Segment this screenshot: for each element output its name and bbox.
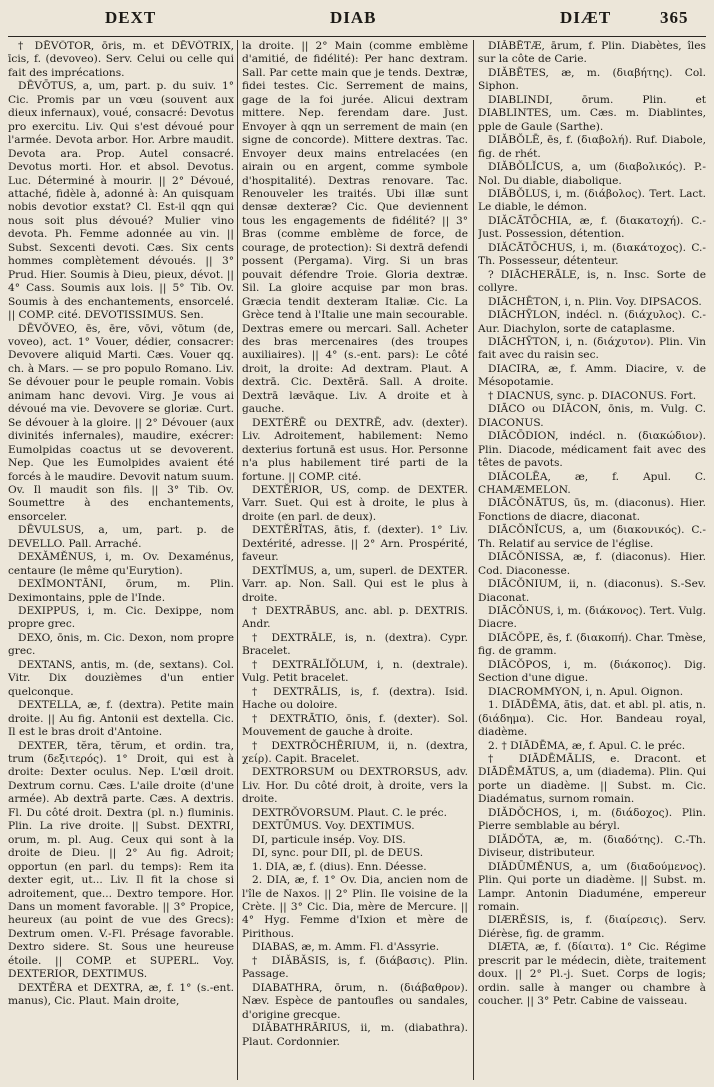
dictionary-entry: DEXIPPUS, i, m. Cic. Dexippe, nom propre grec. bbox=[8, 605, 234, 631]
dictionary-entry: DIĀCŌDION, indécl. n. (διακώδιον). Plin. Diacode, médicament fait avec des têtes de pavots. bbox=[478, 430, 706, 470]
dictionary-entry: 1. DIĀDĒMA, ătis, dat. et abl. pl. atis, n. (διάδημα). Cic. Hor. Bandeau royal, diadème. bbox=[478, 699, 706, 739]
dictionary-entry: DIĀCŎNĬCUS, a, um (διακονικός). C.-Th. Relatif au service de l'église. bbox=[478, 524, 706, 550]
dictionary-entry: DIĂBĒTES, æ, m. (διαβήτης). Col. Siphon. bbox=[478, 66, 706, 93]
dictionary-entry: DIĀCŎNUS, i, m. (διάκονος). Tert. Vulg. Diacre. bbox=[478, 605, 706, 631]
dictionary-entry: DIACIRA, æ, f. Amm. Diacire, v. de Mésopotamie. bbox=[478, 362, 706, 389]
dictionary-entry: DIĂCĀTŌCHUS, i, m. (διακάτοχος). C.-Th. Possesseur, détenteur. bbox=[478, 241, 706, 268]
dictionary-entry: DEXTELLA, æ, f. (dextra). Petite main droite. || Au fig. Antonii est dextella. Cic. Il est le bras droit d'Antoine. bbox=[8, 699, 234, 739]
dictionary-entry: DIÆTA, æ, f. (δίαιτα). 1° Cic. Régime prescrit par le médecin, diète, traitement doux. || 2° Pl.-j. Suet. Corps de logis; ordin. salle à manger ou chambre à coucher. || 3° Petr. Cabine de vaisseau. bbox=[478, 941, 706, 1008]
dictionary-entry: † DIĂBĂSIS, is, f. (διάβασις). Plin. Passage. bbox=[242, 954, 468, 981]
dictionary-entry: DIĀCŎPE, ēs, f. (διακοπή). Char. Tmèse, fig. de gramm. bbox=[478, 631, 706, 658]
dictionary-entry: DIĀCHȲTON, i, n. (διάχυτον). Plin. Vin fait avec du raisin sec. bbox=[478, 335, 706, 362]
dictionary-entry: DIĂCĀTŌCHIA, æ, f. (διακατοχή). C.-Just. Possession, détention. bbox=[478, 214, 706, 241]
dictionary-entry: † DEXTRĀTIO, ōnis, f. (dexter). Sol. Mouvement de gauche à droite. bbox=[242, 712, 468, 739]
dictionary-entry: DEXO, ōnis, m. Cic. Dexon, nom propre grec. bbox=[8, 631, 234, 658]
dictionary-entry: DIĂDŎTA, æ, m. (διαδότης). C.-Th. Diviseur, distributeur. bbox=[478, 833, 706, 860]
dictionary-entry: DIĀCŎNĀTUS, ūs, m. (diaconus). Hier. Fonctions de diacre, diaconat. bbox=[478, 497, 706, 523]
dictionary-entry: DIÆRĔSIS, is, f. (διαίρεσις). Serv. Diérèse, fig. de gramm. bbox=[478, 914, 706, 940]
dictionary-entry: la droite. || 2° Main (comme emblème d'amitié, de fidélité): Per hanc dextram. Sall. Par cette main que je tends. Dextræ, fidei testes. Cic. Serrement de mains, gage de la foi jurée. Alicui dextram mittere. Nep. ferendam dare. Just. Envoyer à qqn un serrement de main (en signe de concorde). Mittere dextras. Tac. Envoyer deux mains entrelacées (en airain ou en argent, comme symbole d'hospitalité). Dextras renovare. Tac. Renouveler les traités. Ubi illæ sunt densæ dexteræ? Cic. Que deviennent tous les engagements de fidélité? || 3° Bras (comme emblème de force, de courage, de protection): Si dextrā defendi possent (Pergama). Virg. Si un bras pouvait défendre Troie. Gloria dextræ. Sil. La gloire acquise par mon bras. Græcia tendit dexteram Italiæ. Cic. La Grèce tend à l'Italie une main secourable. Dextras emere ou mercari. Sall. Acheter des bras mercenaires (des troupes auxiliaires). || 4° (s.-ent. pars): Le côté droit, la droite: Ad dextram. Plaut. A dextrā. Cic. Dextērā. Sall. A droite. Dextrā lævāque. Liv. A droite et à gauche. bbox=[242, 40, 468, 416]
column-divider bbox=[237, 40, 238, 1080]
dictionary-entry: † DIACNUS, sync. p. DIACONUS. Fort. bbox=[488, 389, 697, 402]
dictionary-entry: DEXTANS, antis, m. (de, sextans). Col. Vitr. Dix douzièmes d'un entier quelconque. bbox=[8, 658, 234, 698]
center-guide-word: DIAB bbox=[330, 8, 377, 27]
dictionary-entry: DEXTĔRIOR, US, comp. de DEXTER. Varr. Suet. Qui est à droite, le plus à droite (en parl. de deux). bbox=[242, 483, 468, 523]
dictionary-entry: DIĂBATHRĀRIUS, ii, m. (diabathra). Plaut. Cordonnier. bbox=[242, 1022, 468, 1048]
running-header bbox=[0, 8, 714, 34]
dictionary-entry: DEXTER, tĕra, tĕrum, et ordin. tra, trum (δεξιτερός). 1° Droit, qui est à droite: Dexter oculus. Nep. L'œil droit. Dextrum cornu. Cæs. L'aile droite (d'une armée). Ab dextrā parte. Cæs. A dextris. Fl. Du côté droit. Dextra (pl. n.) fluminis. Plin. La rive droite. || Subst. DEXTRI, orum, m. pl. Aug. Ceux qui sont à la droite de Dieu. || 2° Au fig. Adroit; opportun (en parl. du temps): Rem ita dexter egit, ut... Liv. Il fit la chose si adroitement, que... Dextro tempore. Hor. Dans un moment favorable. || 3° Propice, heureux (au point de vue des Grecs): Dextrum omen. V.-Fl. Présage favorable. Dextro sidere. St. Sous une heureuse étoile. || COMP. et SUPERL. Voy. DEXTERIOR, DEXTIMUS. bbox=[8, 739, 234, 981]
left-guide-word: DEXT bbox=[105, 8, 157, 27]
dictionary-entry: DIĀCHȲLON, indécl. n. (διάχυλος). C.-Aur. Diachylon, sorte de cataplasme. bbox=[478, 309, 706, 335]
dictionary-entry: DIĀCHĒTON, i, n. Plin. Voy. DIPSACOS. bbox=[488, 295, 702, 308]
right-guide-word: DIÆT bbox=[560, 8, 612, 27]
dictionary-entry: DĒVŎVEO, ēs, ēre, vōvi, vōtum (de, voveo), act. 1° Vouer, dédier, consacrer: Devovere aliquid Marti. Cæs. Vouer qq. ch. à Mars. — se pro populo Romano. Liv. Se dévouer pour le peuple romain. Vobis animam hanc devovi. Virg. Je vous ai dévoué ma vie. Devovere se gloriæ. Curt. Se dévouer à la gloire. || 2° Dévouer (aux divinités infernales), maudire, exécrer: Eumolpidas coactus ut se devoverent. Nep. Que les Eumolpides avaient été forcés à le maudire. Devovit natum suum. Ov. Il maudit son fils. || 3° Tib. Ov. Soumettre à des enchantements, ensorceler. bbox=[8, 322, 234, 523]
column-right bbox=[478, 40, 706, 1080]
dictionary-entry: DIĂDŪMĔNUS, a, um (διαδούμενος). Plin. Qui porte un diadème. || Subst. m. Lampr. Antonin Diaduméne, empereur romain. bbox=[478, 860, 706, 913]
dictionary-entry: DEXĬMONTĀNI, ōrum, m. Plin. Deximontains, pple de l'Inde. bbox=[8, 578, 234, 604]
dictionary-entry: DEXTRORSUM ou DEXTRORSUS, adv. Liv. Hor. Du côté droit, à droite, vers la droite. bbox=[242, 766, 468, 806]
dictionary-entry: DĒVŌTUS, a, um, part. p. du suiv. 1° Cic. Promis par un vœu (souvent aux dieux infernaux), voué, consacré: Devotus pro exercitu. Liv. Qui s'est dévoué pour l'armée. Devota arbor. Hor. Arbre maudit. Devota ara. Prop. Autel consacré. Devotus morti. Hor. et absol. Devotus. Luc. Déterminé à mourir. || 2° Dévoué, attaché, fidèle à, adonné à: An quisquam nobis devotior exstat? Cl. Est-il qqn qui nous soit plus dévoué? Mulier vino devota. Ph. Femme adonnée au vin. || Subst. Sexcenti devoti. Cæs. Six cents hommes complètement dévoués. || 3° Prud. Hier. Soumis à Dieu, pieux, dévot. || 4° Cass. Soumis aux lois. || 5° Tib. Ov. Soumis à des enchantements, ensorcelé. || COMP. cité. DEVOTISSIMUS. Sen. bbox=[8, 80, 234, 322]
dictionary-entry: DEXTĔRĒ ou DEXTRĒ, adv. (dexter). Liv. Adroitement, habilement: Nemo dexterius fortunā est usus. Hor. Personne n'a plus habilement tiré parti de la fortune. || COMP. cité. bbox=[242, 416, 468, 483]
column-divider bbox=[473, 40, 474, 1080]
column-middle bbox=[242, 40, 468, 1080]
dictionary-entry: DIĂBŎLUS, i, m. (διάβολος). Tert. Lact. Le diable, le démon. bbox=[478, 187, 706, 214]
dictionary-entry: DIĀCŎNIUM, ii, n. (diaconus). S.-Sev. Diaconat. bbox=[478, 578, 706, 604]
dictionary-entry: 1. DIA, æ, f. (dius). Enn. Déesse. bbox=[252, 860, 427, 873]
dictionary-entry: DIĀCŎNISSA, æ, f. (diaconus). Hier. Cod. Diaconesse. bbox=[478, 551, 706, 577]
header-rule bbox=[8, 36, 706, 37]
dictionary-entry: DEXTĬMUS, a, um, superl. de DEXTER. Varr. ap. Non. Sall. Qui est le plus à droite. bbox=[242, 564, 468, 604]
dictionary-entry: † DEXTRŎCHĒRIUM, ii, n. (dextra, χείρ). Capit. Bracelet. bbox=[242, 739, 468, 766]
dictionary-entry: DIĂDŎCHOS, i, m. (διάδοχος). Plin. Pierre semblable au béryl. bbox=[478, 806, 706, 833]
dictionary-entry: 2. DIA, æ, f. 1° Ov. Dia, ancien nom de l'île de Naxos. || 2° Plin. Ile voisine de la Crète. || 3° Cic. Dia, mère de Mercure. || 4° Hyg. Femme d'Ixion et mère de Pirithous. bbox=[242, 874, 468, 940]
column-left bbox=[8, 40, 234, 1080]
page-number: 365 bbox=[660, 8, 689, 27]
dictionary-entry: DIĀCO ou DIĀCON, ōnis, m. Vulg. C. DIACONUS. bbox=[478, 403, 706, 429]
dictionary-entry: † DEXTRĀBUS, anc. abl. p. DEXTRIS. Andr. bbox=[242, 605, 468, 631]
dictionary-entry: ? DIĀCHERĀLE, is, n. Insc. Sorte de collyre. bbox=[478, 268, 706, 295]
dictionary-entry: DEXTĔRA et DEXTRA, æ, f. 1° (s.-ent. manus), Cic. Plaut. Main droite, bbox=[8, 981, 234, 1008]
dictionary-entry: DI, particule insép. Voy. DIS. bbox=[252, 833, 406, 846]
dictionary-entry: † DIĀDĒMĀLIS, e. Dracont. et DIĀDĒMĀTUS, a, um (diadema). Plin. Qui porte un diadème. || Subst. m. Cic. Diadématus, surnom romain. bbox=[478, 753, 706, 806]
dictionary-entry: † DEXTRĀLE, is, n. (dextra). Cypr. Bracelet. bbox=[242, 631, 468, 658]
dictionary-entry: DIĂCOLĒA, æ, f. Apul. C. CHAMÆMELON. bbox=[478, 470, 706, 496]
dictionary-entry: DIACROMMYON, i, n. Apul. Oignon. bbox=[488, 685, 684, 698]
dictionary-entry: † DEXTRĀLĬŎLUM, i, n. (dextrale). Vulg. Petit bracelet. bbox=[242, 658, 468, 685]
dictionary-entry: DEXTRŎVORSUM. Plaut. C. le préc. bbox=[252, 806, 447, 819]
dictionary-entry: DEXTŪMUS. Voy. DEXTIMUS. bbox=[252, 820, 415, 833]
dictionary-entry: DI, sync. pour DII, pl. de DEUS. bbox=[252, 847, 424, 860]
dictionary-entry: † DĒVŌTOR, ōris, m. et DĒVŌTRIX, īcis, f. (devoveo). Serv. Celui ou celle qui fait des imprécations. bbox=[8, 40, 234, 79]
dictionary-entry: DIABLINDI, ōrum. Plin. et DIABLINTES, um. Cæs. m. Diablintes, pple de Gaule (Sarthe). bbox=[478, 93, 706, 133]
dictionary-entry: DEXĂMĔNUS, i, m. Ov. Dexaménus, centaure (le même qu'Eurytion). bbox=[8, 551, 234, 577]
dictionary-entry: DIĂBŎLĬCUS, a, um (διαβολικός). P.-Nol. Du diable, diabolique. bbox=[478, 161, 706, 187]
dictionary-entry: DEXTĔRĬTAS, ātis, f. (dexter). 1° Liv. Dextérité, adresse. || 2° Arn. Prospérité, faveur. bbox=[242, 524, 468, 564]
dictionary-entry: † DEXTRĀLIS, is, f. (dextra). Isid. Hache ou doloire. bbox=[242, 685, 468, 712]
dictionary-entry: DIĂBŎLĒ, ēs, f. (διαβολή). Ruf. Diabole, fig. de rhét. bbox=[478, 134, 706, 160]
dictionary-entry: DIABATHRA, ōrum, n. (διάβαθρον). Næv. Espèce de pantoufles ou sandales, d'origine grecque. bbox=[242, 981, 468, 1021]
dictionary-entry: 2. † DIĀDĒMA, æ, f. Apul. C. le préc. bbox=[488, 739, 686, 752]
dictionary-entry: DIABAS, æ, m. Amm. Fl. d'Assyrie. bbox=[252, 941, 440, 954]
dictionary-entry: DIĂBĒTÆ, ārum, f. Plin. Diabètes, îles sur la côte de Carie. bbox=[478, 40, 706, 66]
dictionary-entry: DIĀCŎPOS, i, m. (διάκοπος). Dig. Section d'une digue. bbox=[478, 658, 706, 685]
dictionary-entry: DĒVULSUS, a, um, part. p. de DEVELLO. Pall. Arraché. bbox=[8, 524, 234, 550]
